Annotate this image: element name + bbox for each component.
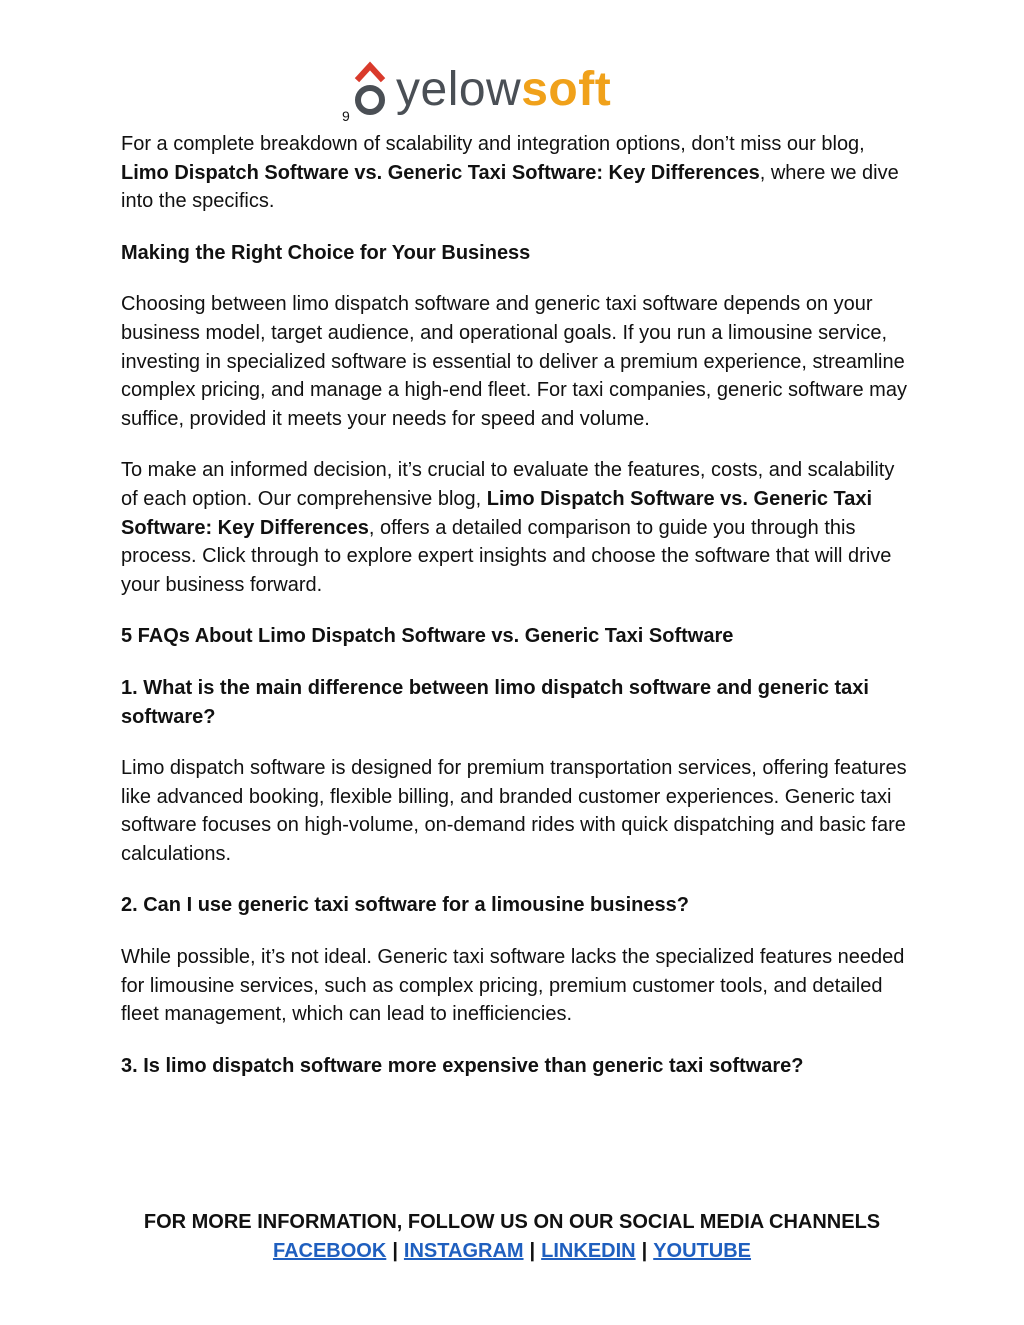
faq-question-1: 1. What is the main difference between limo dispatch software and generic taxi software? [121, 676, 869, 728]
faq-question-2: 2. Can I use generic taxi software for a limousine business? [121, 894, 689, 917]
blog-title-bold: Limo Dispatch Software vs. Generic Taxi Software: Key Differences [121, 487, 873, 539]
logo-text-soft: soft [521, 63, 612, 116]
link-separator: | [529, 1240, 536, 1262]
paragraph-text: To make an informed decision, it’s crucial to evaluate the features, costs, and scalability of each option. Our comprehensive blog, [121, 459, 895, 510]
paragraph-scalability [121, 130, 911, 216]
section-heading-faqs: 5 FAQs About Limo Dispatch Software vs. Generic Taxi Software [121, 625, 734, 648]
yelowsoft-logo [350, 56, 611, 118]
faq-answer-2: While possible, it’s not ideal. Generic taxi software lacks the specialized features needed for limousine services, such as complex pricing, premium customer tools, and detailed fleet management, which can lead to inefficiencies. [121, 946, 905, 1026]
paragraph-text: , offers a detailed comparison to guide you through this process. Click through to explore expert insights and choose the software that will drive your business forward. [121, 516, 892, 596]
paragraph-informed-decision [121, 456, 911, 599]
youtube-link[interactable]: YOUTUBE [653, 1240, 752, 1262]
house-roof-o-icon [350, 58, 390, 118]
faq-answer-1: Limo dispatch software is designed for premium transportation services, offering features like advanced booking, flexible billing, and branded customer experiences. Generic taxi software focuses on high-volume, on-demand rides with quick dispatching and basic fare calculations. [121, 757, 907, 865]
social-links [0, 1237, 1024, 1266]
paragraph-choosing: Choosing between limo dispatch software and generic taxi software depends on your business model, target audience, and operational goals. If you run a limousine service, investing in specialized software is essential to deliver a premium experience, streamline complex pricing, and manage a high-end fleet. For taxi companies, generic software may suffice, provided it meets your needs for speed and volume. [121, 293, 907, 430]
instagram-link[interactable]: INSTAGRAM [403, 1240, 524, 1262]
link-separator: | [392, 1240, 398, 1262]
facebook-link[interactable]: FACEBOOK [272, 1240, 387, 1262]
logo-wordmark [396, 63, 612, 116]
paragraph-text: For a complete breakdown of scalability and integration options, don’t miss our blog, [121, 133, 865, 155]
logo-text-yelow: yelow [396, 63, 522, 116]
faq-question-3: 3. Is limo dispatch software more expensive than generic taxi software? [121, 1054, 804, 1077]
footer [0, 1208, 1024, 1266]
linkedin-link[interactable]: LINKEDIN [541, 1240, 636, 1262]
paragraph-text: , where we dive into the specifics. [121, 161, 899, 213]
section-heading-right-choice: Making the Right Choice for Your Business [121, 241, 531, 264]
page-number: 9 [342, 108, 350, 124]
document-body [121, 130, 911, 1103]
blog-title-bold: Limo Dispatch Software vs. Generic Taxi Software: Key Differences [121, 161, 760, 184]
link-separator: | [641, 1240, 648, 1262]
footer-cta: FOR MORE INFORMATION, FOLLOW US ON OUR SOCIAL MEDIA CHANNELS [143, 1211, 881, 1233]
